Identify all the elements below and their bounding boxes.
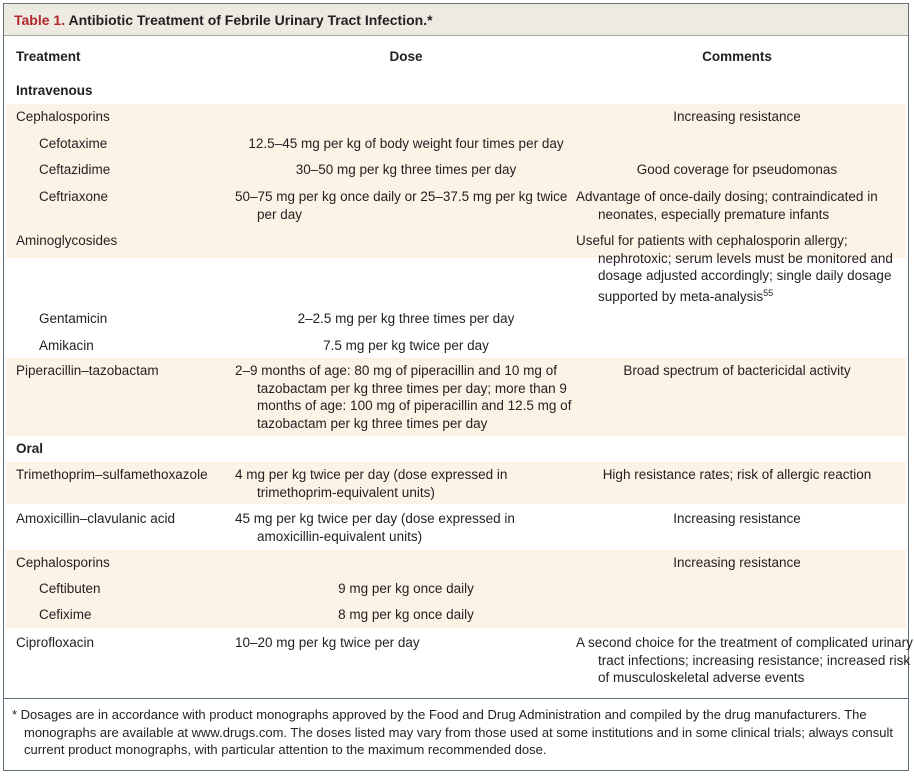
row-treatment: Amoxicillin–clavulanic acid	[16, 511, 176, 526]
row-dose: 12.5–45 mg per kg of body weight four times per day	[248, 136, 564, 151]
row-treatment: Ceftazidime	[39, 162, 111, 177]
row-treatment: Cefotaxime	[39, 136, 108, 151]
row-comments: Broad spectrum of bactericidal activity	[623, 363, 851, 378]
table-row	[6, 462, 906, 504]
row-treatment: Gentamicin	[39, 311, 108, 326]
row-dose: 4 mg per kg twice per day (dose expressed in trimethoprim-equivalent units)	[235, 467, 508, 500]
row-dose: 9 mg per kg once daily	[338, 581, 474, 596]
row-treatment: Cephalosporins	[16, 555, 110, 570]
row-dose: 50–75 mg per kg once daily or 25–37.5 mg per kg twice per day	[235, 189, 568, 222]
row-dose: 10–20 mg per kg twice per day	[235, 635, 420, 650]
header-row	[6, 48, 906, 68]
row-treatment: Ciprofloxacin	[16, 635, 95, 650]
row-comments: Good coverage for pseudomonas	[636, 162, 838, 177]
row-treatment: Ceftriaxone	[39, 189, 109, 204]
table-title-text: Antibiotic Treatment of Febrile Urinary Tract Infection.*	[65, 12, 433, 28]
row-treatment: Cephalosporins	[16, 109, 110, 124]
row-dose: 45 mg per kg twice per day (dose expressed in amoxicillin-equivalent units)	[235, 511, 515, 544]
row-treatment: Aminoglycosides	[16, 233, 118, 248]
footnote: * Dosages are in accordance with product monographs approved by the Food and Drug Administration and compiled by the drug manufacturers. The monographs are available at www.drugs.com. The doses listed may vary from those used at some institutions and in some clinical trials; always consult current product monographs, with particular attention to the maximum recommended dose.	[12, 707, 893, 757]
row-treatment: Amikacin	[39, 338, 94, 353]
row-dose: 2–2.5 mg per kg three times per day	[297, 311, 515, 326]
table-bottom-rule	[4, 698, 908, 699]
row-treatment: Ceftibuten	[39, 581, 101, 596]
row-dose: 30–50 mg per kg three times per day	[295, 162, 517, 177]
row-comments: Increasing resistance	[673, 511, 801, 526]
header-dose: Dose	[389, 49, 423, 64]
header-treatment: Treatment	[16, 49, 81, 64]
row-comments	[576, 232, 914, 305]
section-label: Oral	[16, 441, 44, 456]
section-oral	[6, 440, 906, 460]
header-comments: Comments	[702, 49, 772, 64]
table-row	[6, 630, 913, 692]
row-comments-text: Useful for patients with cephalosporin allergy; nephrotoxic; serum levels must be monitored and dosage adjusted accordingly; single daily dosage supported by meta-analysis	[576, 233, 893, 304]
table-row	[6, 506, 906, 550]
section-label: Intravenous	[16, 83, 93, 98]
row-comments: Advantage of once-daily dosing; contraindicated in neonates, especially premature infants	[576, 189, 878, 222]
row-comments: Increasing resistance	[673, 109, 801, 124]
row-comments: High resistance rates; risk of allergic reaction	[602, 467, 872, 482]
row-comments: A second choice for the treatment of complicated urinary tract infections; increasing resistance; increased risk of musculoskeletal adverse events	[576, 635, 913, 685]
row-treatment: Piperacillin–tazobactam	[16, 363, 159, 378]
row-dose: 2–9 months of age: 80 mg of piperacillin and 10 mg of tazobactam per kg three times per day; more than 9 months of age: 100 mg of piperacillin and 12.5 mg of tazobactam per kg three times per day	[235, 363, 572, 431]
table-row-group	[6, 228, 906, 358]
row-comments: Increasing resistance	[673, 555, 801, 570]
section-intravenous	[6, 82, 906, 102]
row-treatment: Trimethoprim–sulfamethoxazole	[16, 467, 208, 482]
table-title	[4, 4, 908, 36]
table-row-group	[6, 550, 906, 628]
table-row	[6, 358, 906, 436]
row-treatment: Cefixime	[39, 607, 92, 622]
reference-number: 55	[763, 287, 774, 298]
row-dose: 7.5 mg per kg twice per day	[323, 338, 489, 353]
table-label: Table 1.	[14, 12, 66, 28]
row-dose: 8 mg per kg once daily	[338, 607, 474, 622]
